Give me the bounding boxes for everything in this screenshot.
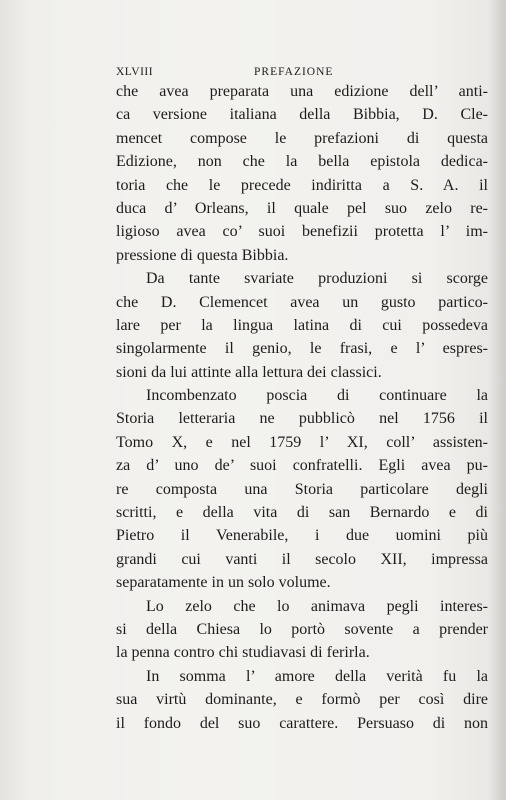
text-line: separatamente in un solo volume. xyxy=(116,574,331,592)
text-line: Lo zelo che lo animava pegli interes- xyxy=(146,597,488,615)
text-line: scritti, e della vita di san Bernardo e di xyxy=(116,504,488,522)
body-text xyxy=(116,80,488,735)
text-line: pressione di questa Bibbia. xyxy=(116,246,289,264)
page-number: XLVIII xyxy=(116,66,154,78)
text-line: che D. Clemencet avea un gusto partico- xyxy=(116,293,488,311)
text-line: sua virtù dominante, e formò per così dire xyxy=(116,691,488,709)
text-line: Incombenzato poscia di continuare la xyxy=(146,387,488,405)
text-line: lare per la lingua latina di cui possedeva xyxy=(116,316,488,334)
text-line: In somma l’ amore della verità fu la xyxy=(146,667,488,685)
text-line: si della Chiesa lo portò sovente a prender xyxy=(116,620,488,638)
text-line: duca d’ Orleans, il quale pel suo zelo re- xyxy=(116,199,488,217)
text-line: Tomo X, e nel 1759 l’ XI, coll’ assisten- xyxy=(116,433,488,451)
text-line: Storia letteraria ne pubblicò nel 1756 il xyxy=(116,410,488,428)
text-line: che avea preparata una edizione dell’ anti- xyxy=(116,83,488,100)
text-line: Edizione, non che la bella epistola dedica- xyxy=(116,153,488,171)
text-line: Pietro il Venerabile, i due uomini più xyxy=(116,527,488,545)
running-title: PREFAZIONE xyxy=(254,66,334,78)
text-line: singolarmente il genio, le frasi, e l’ espres- xyxy=(116,340,488,358)
text-line: ligioso avea co’ suoi benefizii protetta l’ im- xyxy=(116,223,488,241)
page-gutter-shadow xyxy=(488,0,506,800)
text-line: il fondo del suo carattere. Persuaso di non xyxy=(116,714,488,732)
text-line: za d’ uno de’ suoi confratelli. Egli avea pu- xyxy=(116,457,488,475)
text-line: re composta una Storia particolare degli xyxy=(116,480,488,498)
text-line: sioni da lui attinte alla lettura dei classici. xyxy=(116,363,382,381)
text-line: Da tante svariate produzioni si scorge xyxy=(146,270,488,288)
text-line: ca versione italiana della Bibbia, D. Cle- xyxy=(116,106,488,124)
text-line: la penna contro chi studiavasi di ferirla. xyxy=(116,644,370,662)
text-line: toria che le precede indiritta a S. A. il xyxy=(116,176,488,194)
text-line: grandi cui vanti il secolo XII, impressa xyxy=(116,550,488,568)
text-line: mencet compose le prefazioni di questa xyxy=(116,129,488,147)
